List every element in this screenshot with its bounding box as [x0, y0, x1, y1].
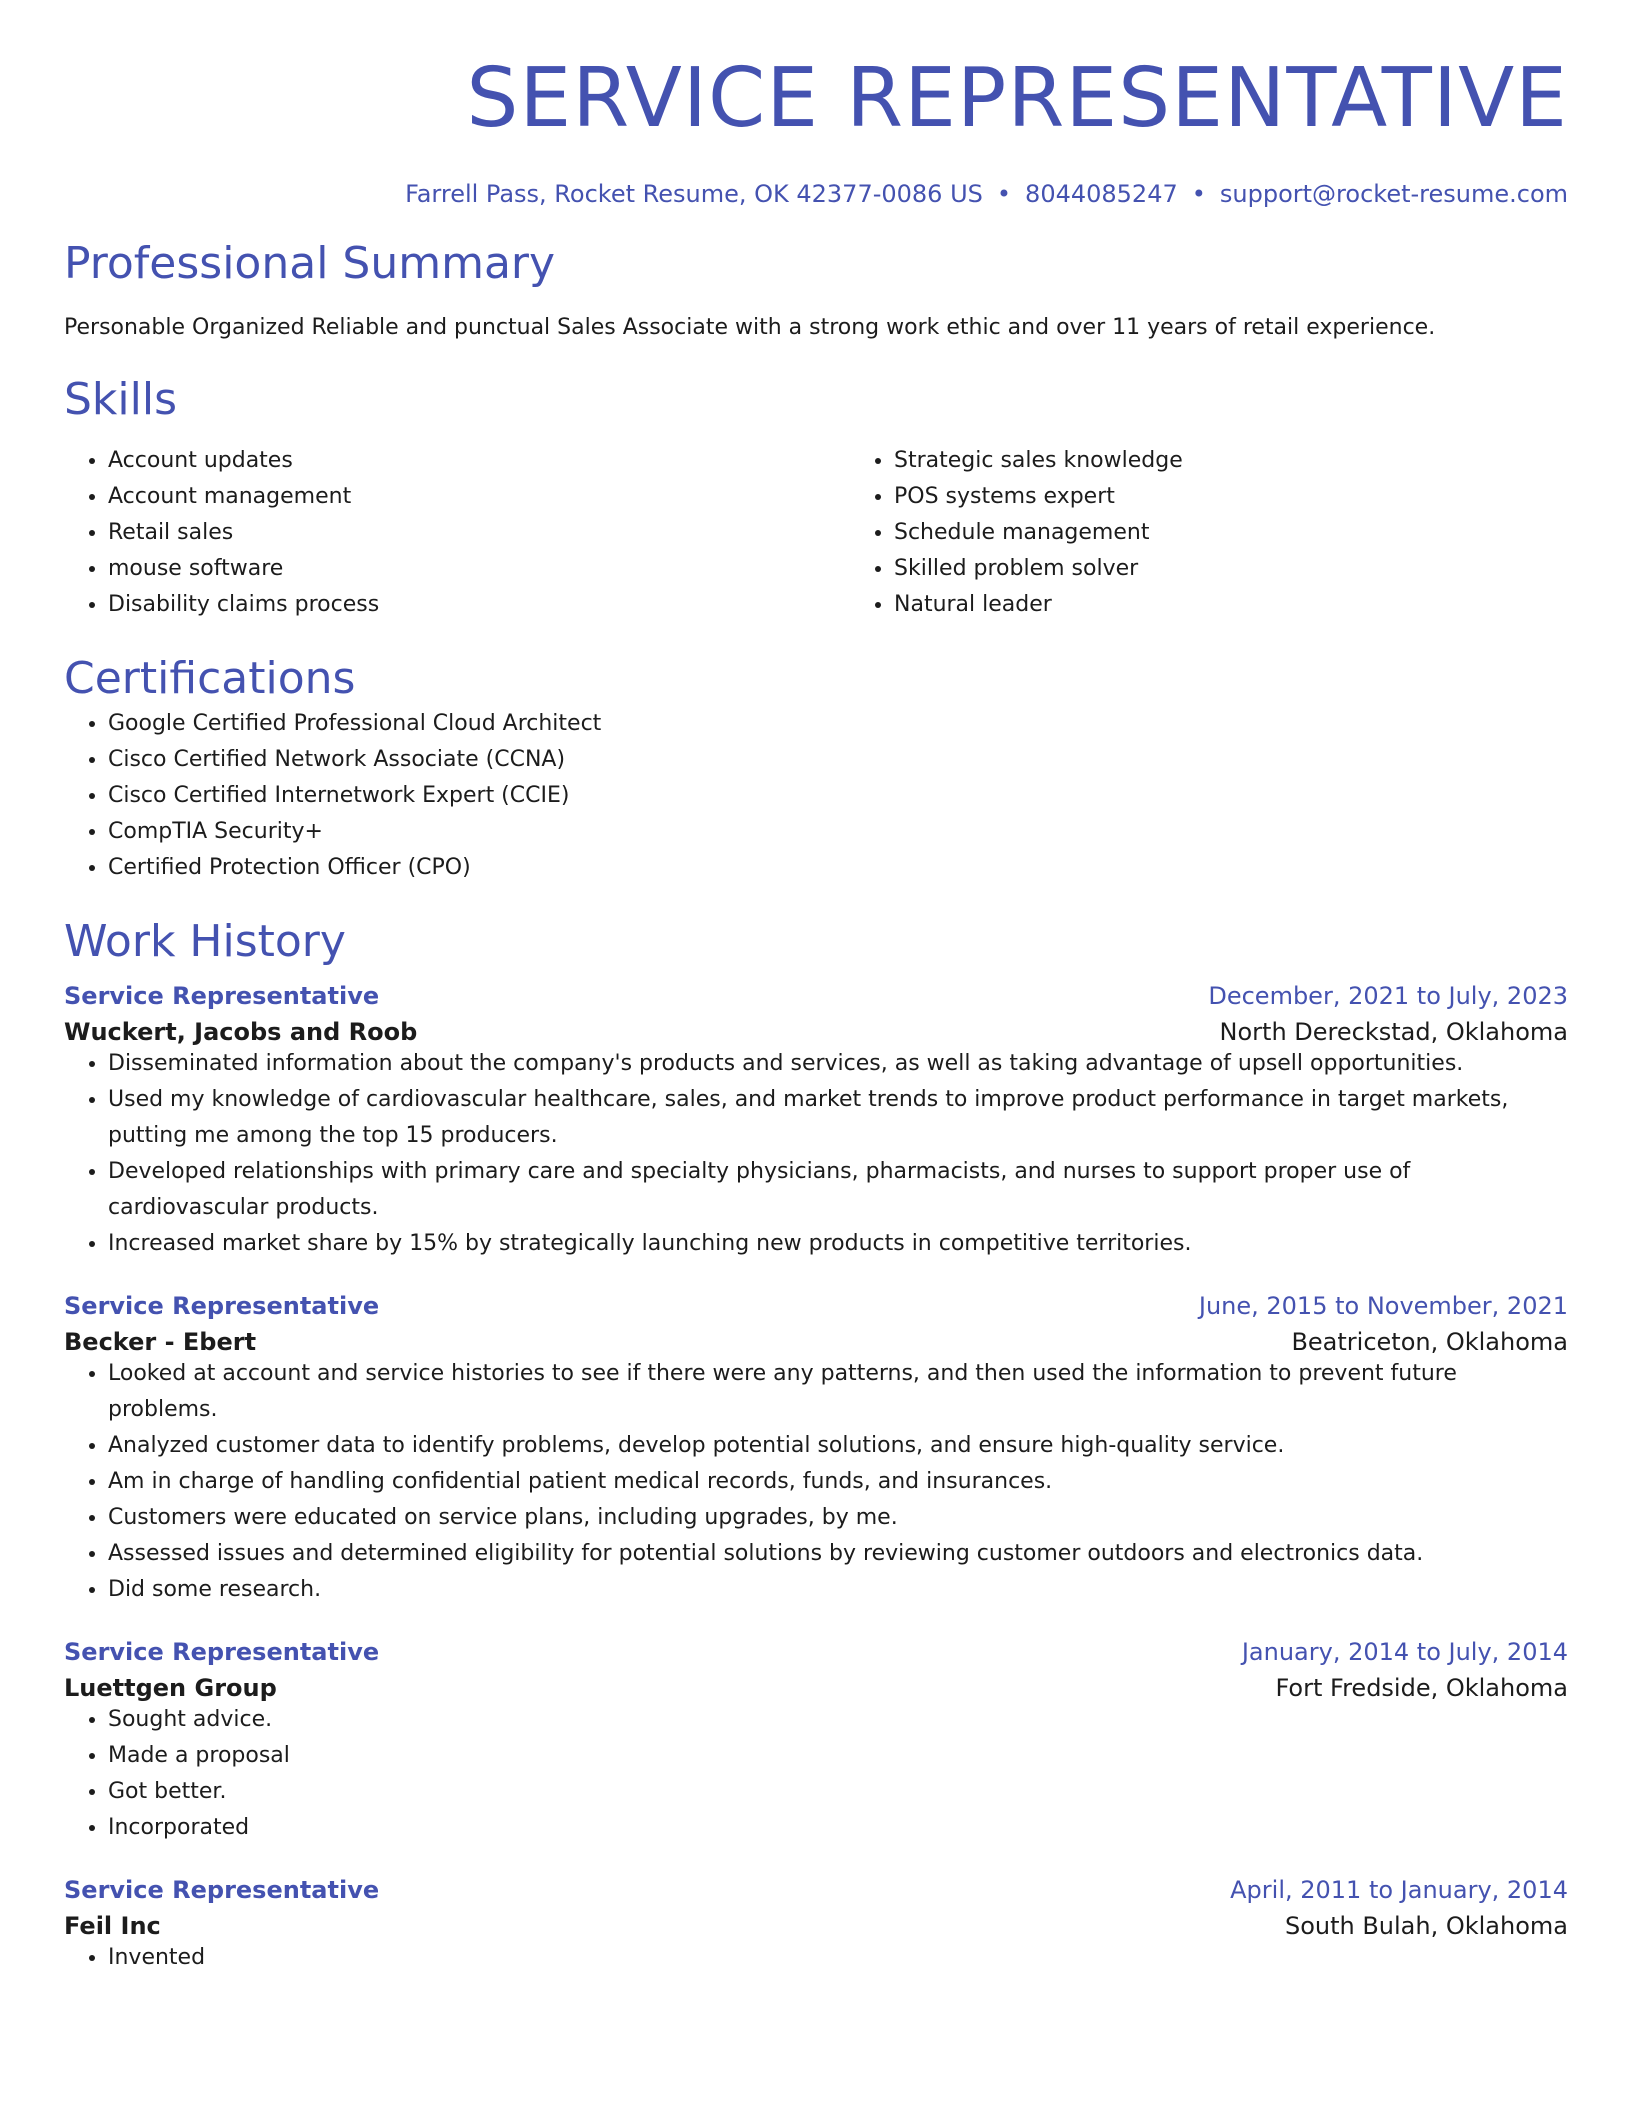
skills-grid: [64, 443, 1568, 623]
job-header-row: [64, 1876, 1568, 1904]
summary-heading: Professional Summary: [64, 238, 556, 290]
certification-item: • Google Certified Professional Cloud Architect: [108, 706, 1568, 742]
job-role: Service Representative: [64, 982, 380, 1011]
job-bullets: [64, 1940, 1568, 1976]
job-role: Service Representative: [64, 1876, 380, 1905]
job-bullet: • Customers were educated on service plans, including upgrades, by me.: [108, 1500, 1568, 1536]
job-bullet: • Got better.: [108, 1774, 1568, 1810]
skill-item: • Disability claims process: [108, 587, 850, 623]
job-bullet: • Made a proposal: [108, 1738, 1568, 1774]
job-entry: [64, 982, 1568, 1262]
job-location: South Bulah, Oklahoma: [1284, 1912, 1568, 1941]
skills-heading: Skills: [64, 374, 178, 426]
skill-item: • Strategic sales knowledge: [894, 443, 1632, 479]
skill-item: • mouse software: [108, 551, 850, 587]
job-entry: [64, 1876, 1568, 1976]
job-location: North Dereckstad, Oklahoma: [1219, 1018, 1568, 1047]
job-company-row: [64, 1328, 1568, 1356]
certification-item: • CompTIA Security+: [108, 814, 1568, 850]
job-company-row: [64, 1018, 1568, 1046]
skill-item: • Retail sales: [108, 515, 850, 551]
job-entry: [64, 1638, 1568, 1846]
job-company-row: [64, 1674, 1568, 1702]
resume-title: SERVICE REPRESENTATIVE: [466, 51, 1568, 146]
job-company: Luettgen Group: [64, 1674, 277, 1703]
job-dates: April, 2011 to January, 2014: [1230, 1876, 1568, 1905]
job-bullet: • Invented: [108, 1940, 1568, 1976]
work-history-section: [64, 916, 1568, 1977]
certification-item: • Cisco Certified Internetwork Expert (CCIE): [108, 778, 1568, 814]
job-dates: June, 2015 to November, 2021: [1198, 1292, 1568, 1321]
job-bullets: [64, 1356, 1568, 1608]
skill-item: • Schedule management: [894, 515, 1632, 551]
work-history-heading: Work History: [64, 915, 346, 967]
skills-list-left: [64, 443, 850, 623]
contact-email: support@rocket-resume.com: [1219, 180, 1568, 209]
job-header-row: [64, 1638, 1568, 1666]
job-bullet: • Did some research.: [108, 1572, 1568, 1608]
job-company: Feil Inc: [64, 1912, 161, 1941]
contact-phone: 8044085247: [1025, 180, 1178, 209]
job-bullet: • Used my knowledge of cardiovascular healthcare, sales, and market trends to improve product performance in target markets, putting me among the top 15 producers.: [108, 1082, 1568, 1154]
certification-item: • Cisco Certified Network Associate (CCNA): [108, 742, 1568, 778]
certifications-heading: Certifications: [64, 652, 356, 704]
job-role: Service Representative: [64, 1638, 380, 1667]
skill-item: • Natural leader: [894, 587, 1632, 623]
job-company-row: [64, 1912, 1568, 1940]
skills-section: [64, 374, 1568, 623]
job-company: Becker - Ebert: [64, 1328, 257, 1357]
contact-line: [64, 180, 1568, 208]
job-header-row: [64, 982, 1568, 1010]
job-dates: January, 2014 to July, 2014: [1241, 1638, 1568, 1667]
skills-list-right: [850, 443, 1632, 623]
job-location: Fort Fredside, Oklahoma: [1275, 1674, 1568, 1703]
job-entry: [64, 1292, 1568, 1608]
job-bullet: • Assessed issues and determined eligibility for potential solutions by reviewing customer outdoors and electronics data.: [108, 1536, 1568, 1572]
job-bullet: • Increased market share by 15% by strategically launching new products in competitive territories.: [108, 1226, 1568, 1262]
skill-item: • POS systems expert: [894, 479, 1632, 515]
certifications-list: [64, 706, 1568, 886]
job-bullet: • Incorporated: [108, 1810, 1568, 1846]
summary-section: [64, 238, 1568, 344]
job-bullet: • Developed relationships with primary care and specialty physicians, pharmacists, and nurses to support proper use of cardiovascular products.: [108, 1154, 1568, 1226]
contact-separator: •: [1191, 180, 1206, 209]
job-role: Service Representative: [64, 1292, 380, 1321]
certifications-section: [64, 653, 1568, 886]
skill-item: • Account management: [108, 479, 850, 515]
job-bullets: [64, 1046, 1568, 1262]
job-bullet: • Sought advice.: [108, 1702, 1568, 1738]
summary-text: Personable Organized Reliable and punctual Sales Associate with a strong work ethic and over 11 years of retail experience.: [64, 315, 1436, 341]
job-bullet: • Analyzed customer data to identify problems, develop potential solutions, and ensure high-quality service.: [108, 1428, 1568, 1464]
job-company: Wuckert, Jacobs and Roob: [64, 1018, 418, 1047]
skill-item: • Account updates: [108, 443, 850, 479]
job-bullet: • Am in charge of handling confidential patient medical records, funds, and insurances.: [108, 1464, 1568, 1500]
skill-item: • Skilled problem solver: [894, 551, 1632, 587]
job-bullet: • Disseminated information about the company's products and services, as well as taking advantage of upsell opportunities.: [108, 1046, 1568, 1082]
job-bullets: [64, 1702, 1568, 1846]
contact-address: Farrell Pass, Rocket Resume, OK 42377-0086 US: [405, 180, 983, 209]
job-bullet: • Looked at account and service histories to see if there were any patterns, and then used the information to prevent future problems.: [108, 1356, 1568, 1428]
certification-item: • Certified Protection Officer (CPO): [108, 850, 1568, 886]
job-header-row: [64, 1292, 1568, 1320]
job-location: Beatriceton, Oklahoma: [1291, 1328, 1568, 1357]
contact-separator: •: [996, 180, 1012, 209]
job-dates: December, 2021 to July, 2023: [1208, 982, 1568, 1011]
